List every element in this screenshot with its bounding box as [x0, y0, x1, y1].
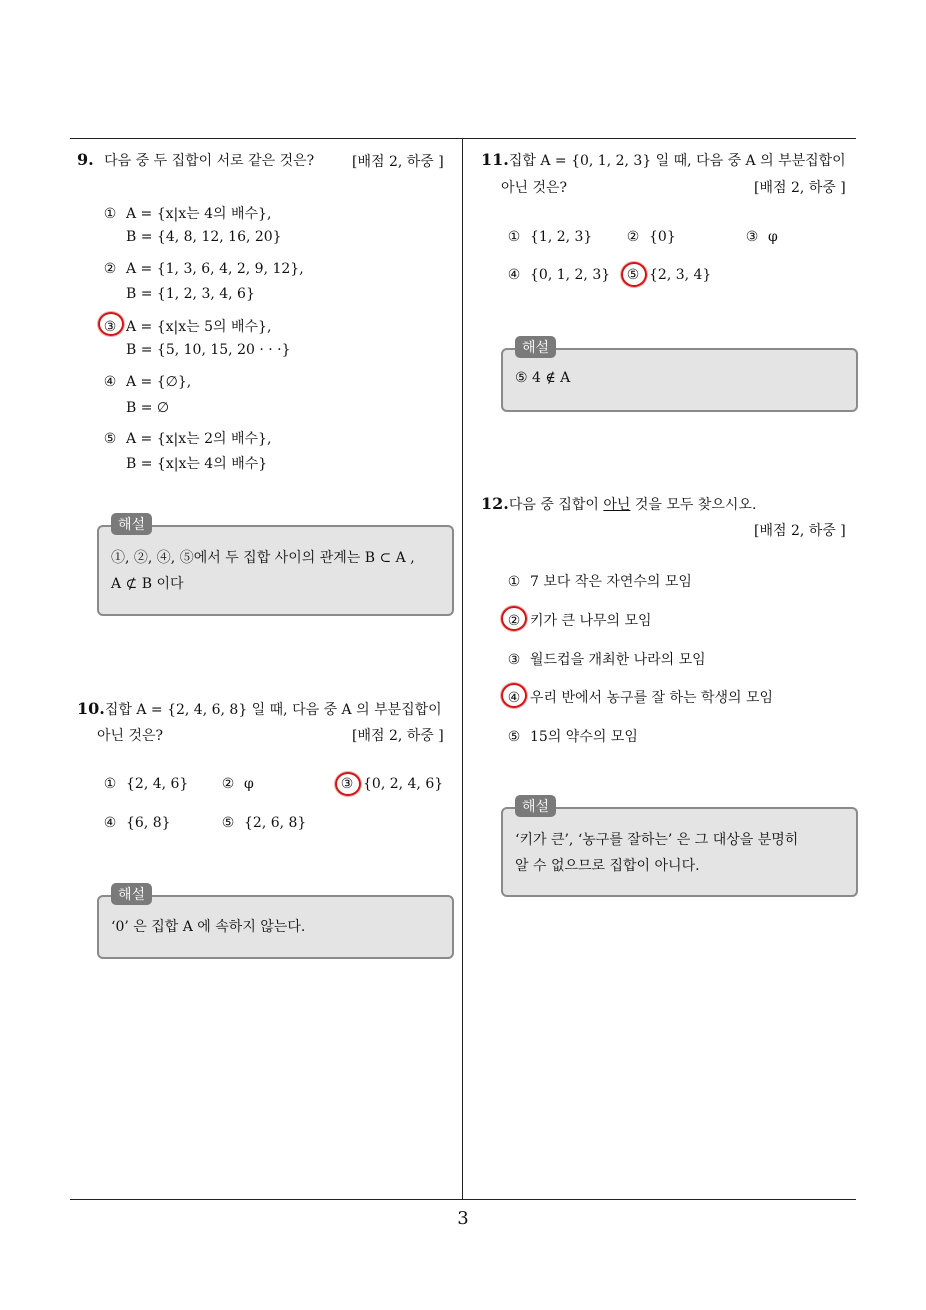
- option-mark: ①: [507, 229, 521, 245]
- option-5[interactable]: [102, 428, 271, 448]
- option-3-line2: B = {5, 10, 15, 20 · · ·}: [126, 342, 291, 358]
- option-mark: ③: [507, 652, 521, 668]
- option-text: 우리 반에서 농구를 잘 하는 학생의 모임: [530, 690, 774, 706]
- option-mark: ③: [745, 229, 759, 245]
- option-line1: A = {x|x는 2의 배수},: [126, 431, 272, 447]
- option-mark: ④: [507, 690, 521, 706]
- question-number: 12.: [481, 494, 509, 513]
- option-5[interactable]: [506, 726, 638, 746]
- question-text-line2: 아닌 것은?: [501, 180, 568, 196]
- explanation-line: ①, ②, ④, ⑤에서 두 집합 사이의 관계는 B ⊂ A ,: [111, 550, 415, 566]
- option-mark: ②: [103, 261, 117, 277]
- option-mark: ⑤: [103, 431, 117, 447]
- answer-circle: [621, 262, 647, 287]
- points-label: [배점 2, 하중 ]: [754, 180, 846, 196]
- question-text-underlined: 아닌: [603, 497, 631, 513]
- option-mark: ①: [507, 574, 521, 590]
- question-number: 11.: [481, 150, 509, 169]
- option-text: 15의 약수의 모임: [530, 729, 638, 745]
- question-text: 집합 A = {2, 4, 6, 8} 일 때, 다음 중 A 의 부분집합이: [104, 702, 442, 718]
- option-text: φ: [244, 776, 254, 792]
- explanation-box: [97, 895, 454, 959]
- option-mark: ②: [626, 229, 640, 245]
- answer-circle: [335, 772, 361, 796]
- question-11-stem: [481, 150, 846, 170]
- option-text: 7 보다 작은 자연수의 모임: [530, 574, 692, 590]
- explanation-line: ‘0’ 은 집합 A 에 속하지 않는다.: [111, 919, 306, 935]
- answer-circle: [501, 683, 527, 708]
- option-mark: ⑤: [507, 729, 521, 745]
- option-2[interactable]: [625, 229, 676, 245]
- option-mark: ①: [103, 776, 117, 792]
- option-text: {1, 2, 3}: [530, 229, 593, 245]
- option-text: {0, 2, 4, 6}: [363, 776, 444, 792]
- option-5[interactable]: [220, 815, 306, 831]
- option-line1: A = {x|x는 4의 배수},: [126, 206, 272, 222]
- explanation-line: A ⊄ B 이다: [111, 576, 184, 592]
- option-1[interactable]: [506, 571, 692, 591]
- option-5-line2: B = {x|x는 4의 배수}: [126, 456, 268, 472]
- option-3[interactable]: [102, 316, 271, 336]
- question-text-line2: 아닌 것은?: [97, 728, 164, 744]
- option-mark: ④: [103, 374, 117, 390]
- answer-circle: [98, 312, 124, 336]
- points-label: [배점 2, 하중 ]: [352, 154, 444, 170]
- option-4[interactable]: [102, 815, 171, 831]
- explanation-line: 알 수 없으므로 집합이 아니다.: [515, 858, 700, 874]
- question-12-stem: [481, 494, 756, 514]
- explanation-tab: 해설: [111, 883, 152, 905]
- option-mark: ⑤: [221, 815, 235, 831]
- answer-circle: [501, 606, 527, 631]
- option-1[interactable]: [102, 776, 188, 792]
- option-line1: A = {1, 3, 6, 4, 2, 9, 12},: [126, 261, 304, 277]
- bottom-rule: [70, 1199, 856, 1200]
- explanation-box: [501, 348, 858, 412]
- option-2[interactable]: [102, 261, 304, 277]
- explanation-line: ⑤ 4 ∉ A: [515, 370, 571, 386]
- option-text: {0, 1, 2, 3}: [530, 267, 611, 283]
- option-1-line2: B = {4, 8, 12, 16, 20}: [126, 229, 282, 245]
- option-1[interactable]: [102, 203, 271, 223]
- question-number: 9.: [77, 150, 94, 169]
- option-mark: ②: [221, 776, 235, 792]
- option-4[interactable]: [102, 374, 191, 390]
- option-2[interactable]: [220, 776, 254, 792]
- option-text: 월드컵을 개최한 나라의 모임: [530, 652, 706, 668]
- option-text: {2, 3, 4}: [649, 267, 712, 283]
- explanation-tab: 해설: [111, 513, 152, 535]
- option-text: {2, 6, 8}: [244, 815, 307, 831]
- option-mark: ⑤: [626, 267, 640, 283]
- option-mark: ②: [507, 613, 521, 629]
- option-mark: ④: [103, 815, 117, 831]
- points-label: [배점 2, 하중 ]: [352, 728, 444, 744]
- option-4[interactable]: [506, 267, 610, 283]
- question-text: 다음 중 두 집합이 서로 같은 것은?: [104, 153, 315, 169]
- page-number: 3: [457, 1208, 469, 1229]
- option-line1: A = {∅},: [126, 374, 192, 390]
- explanation-tab: 해설: [515, 795, 556, 817]
- option-text: {0}: [649, 229, 676, 245]
- explanation-box: [501, 807, 858, 897]
- option-mark: ④: [507, 267, 521, 283]
- explanation-box: [97, 525, 454, 616]
- option-text: {6, 8}: [126, 815, 171, 831]
- option-4[interactable]: [506, 687, 773, 707]
- option-3[interactable]: [744, 229, 778, 245]
- option-text: φ: [768, 229, 778, 245]
- option-line1: A = {x|x는 5의 배수},: [126, 319, 272, 335]
- question-9-stem: [77, 150, 314, 170]
- column-divider: [462, 138, 463, 1200]
- option-4-line2: B = ∅: [126, 400, 170, 416]
- option-1[interactable]: [506, 229, 592, 245]
- option-mark: ①: [103, 206, 117, 222]
- option-2-line2: B = {1, 2, 3, 4, 6}: [126, 286, 255, 302]
- points-label: [배점 2, 하중 ]: [754, 523, 846, 539]
- option-3[interactable]: [506, 649, 706, 669]
- top-rule: [70, 138, 856, 139]
- question-10-stem: [77, 699, 442, 719]
- question-number: 10.: [77, 699, 105, 718]
- option-2[interactable]: [506, 610, 652, 630]
- option-mark: ③: [340, 776, 354, 792]
- option-mark: ③: [103, 319, 117, 335]
- question-text: 집합 A = {0, 1, 2, 3} 일 때, 다음 중 A 의 부분집합이: [508, 153, 846, 169]
- explanation-tab: 해설: [515, 336, 556, 358]
- question-text-post: 것을 모두 찾으시오.: [630, 497, 757, 513]
- option-text: 키가 큰 나무의 모임: [530, 613, 652, 629]
- explanation-line: ‘키가 큰’, ‘농구를 잘하는’ 은 그 대상을 분명히: [515, 832, 799, 848]
- question-text-pre: 다음 중 집합이: [508, 497, 604, 513]
- option-text: {2, 4, 6}: [126, 776, 189, 792]
